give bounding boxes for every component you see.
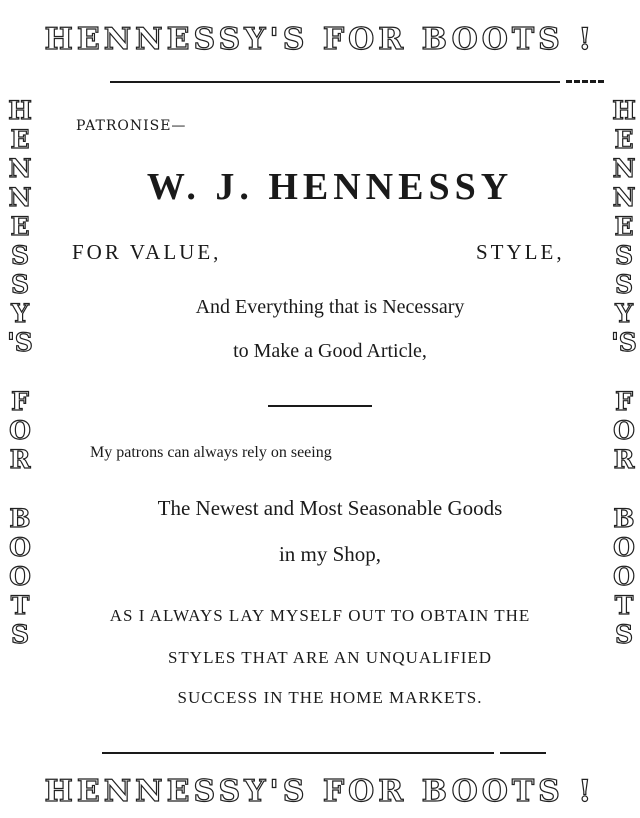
- side-letter: S: [10, 270, 30, 299]
- side-letter: N: [612, 154, 636, 183]
- bottom-banner: HENNESSY'S FOR BOOTS !: [44, 774, 596, 809]
- side-letter: O: [9, 533, 31, 562]
- side-letter: S: [10, 241, 30, 270]
- home-markets-text: SUCCESS IN THE HOME MARKETS.: [177, 688, 483, 707]
- for-value-text: FOR VALUE,: [72, 240, 222, 264]
- side-letter: 'S: [7, 328, 33, 357]
- side-letter: E: [10, 125, 30, 154]
- side-letter: O: [9, 416, 31, 445]
- top-rule: [110, 81, 560, 83]
- side-letter: 'S: [611, 328, 637, 357]
- style-text: STYLE,: [476, 240, 565, 264]
- side-letter: E: [614, 125, 634, 154]
- side-letter: R: [613, 445, 635, 474]
- middle-rule: [268, 405, 372, 407]
- side-letter: B: [9, 504, 31, 533]
- left-side-column: [0, 96, 40, 649]
- side-letter: Y: [11, 299, 29, 328]
- newest-goods-text: The Newest and Most Seasonable Goods: [157, 496, 503, 520]
- side-letter: O: [9, 562, 31, 591]
- side-letter: N: [612, 183, 636, 212]
- side-letter: F: [615, 387, 633, 416]
- side-letter: O: [613, 533, 635, 562]
- side-letter: F: [11, 387, 29, 416]
- side-letter: H: [612, 96, 636, 125]
- side-letter: O: [613, 562, 635, 591]
- bottom-rule-fragment: [500, 752, 546, 754]
- patrons-rely-text: My patrons can always rely on seeing: [90, 444, 332, 461]
- side-letter: B: [613, 504, 635, 533]
- side-letter: E: [10, 212, 30, 241]
- side-letter: R: [9, 445, 31, 474]
- bottom-rule: [102, 752, 494, 754]
- side-letter: H: [8, 96, 32, 125]
- side-letter: N: [8, 154, 32, 183]
- side-letter: T: [10, 591, 30, 620]
- in-my-shop-text: in my Shop,: [278, 542, 382, 566]
- side-letter: E: [614, 212, 634, 241]
- everything-necessary-text: And Everything that is Necessary: [195, 296, 465, 318]
- side-letter: T: [614, 591, 634, 620]
- side-letter: O: [613, 416, 635, 445]
- side-letter: S: [614, 270, 634, 299]
- patronise-label: PATRONISE—: [76, 118, 187, 134]
- right-side-column: [604, 96, 640, 649]
- side-letter: S: [10, 620, 30, 649]
- styles-unqualified-text: STYLES THAT ARE AN UNQUALIFIED: [167, 648, 493, 667]
- top-banner: HENNESSY'S FOR BOOTS !: [44, 22, 596, 57]
- top-rule-fragment: [566, 80, 604, 83]
- side-letter: Y: [615, 299, 633, 328]
- side-letter: N: [8, 183, 32, 212]
- good-article-text: to Make a Good Article,: [233, 340, 427, 362]
- side-letter: S: [614, 620, 634, 649]
- lay-myself-text: AS I ALWAYS LAY MYSELF OUT TO OBTAIN THE: [109, 606, 531, 625]
- merchant-name: W. J. HENNESSY: [146, 166, 514, 208]
- side-letter: S: [614, 241, 634, 270]
